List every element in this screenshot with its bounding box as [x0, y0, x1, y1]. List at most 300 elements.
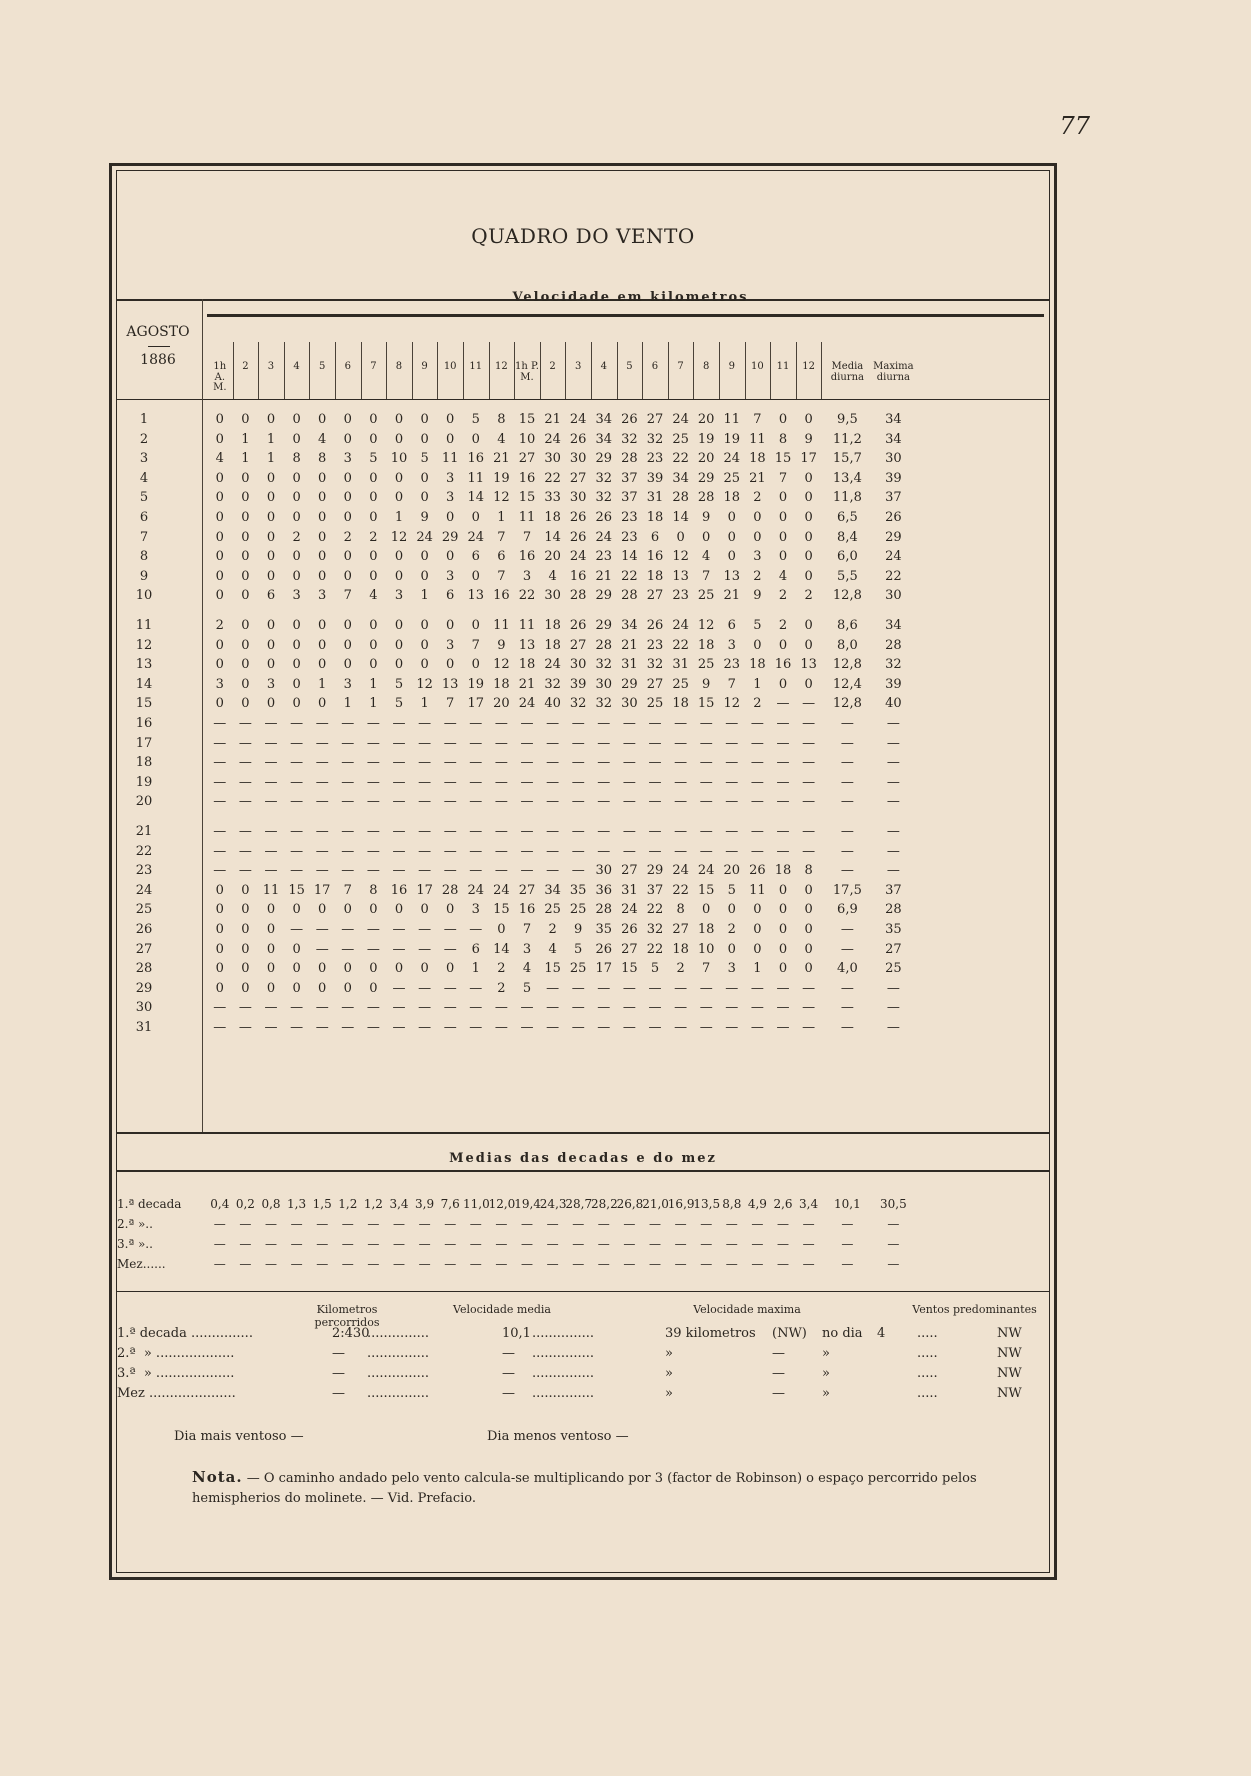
medias-title: Medias das decadas e do mez: [449, 1151, 717, 1166]
velocity-cell: 18: [774, 863, 792, 879]
maxima-diurna-cell: 34: [885, 618, 902, 633]
velocity-cell: —: [674, 980, 688, 996]
dots: ...............: [532, 1386, 594, 1401]
medias-cell: 1,5: [312, 1197, 332, 1211]
medias-cell: —: [444, 1217, 457, 1231]
velocity-cell: —: [443, 755, 457, 771]
velocity-cell: 23: [646, 451, 664, 467]
velocity-cell: 0: [420, 657, 429, 673]
velocity-cell: 8: [778, 431, 788, 447]
medias-maxima-cell: —: [887, 1257, 900, 1271]
velocity-cell: 23: [595, 549, 613, 565]
velocity-cell: 4: [522, 961, 532, 977]
velocity-cell: 0: [266, 529, 276, 545]
velocity-cell: —: [366, 843, 380, 859]
velocity-cell: 0: [753, 637, 762, 653]
media-diurna-cell: 17,5: [832, 882, 862, 898]
velocity-cell: 3: [318, 588, 327, 604]
media-diurna-cell: 12,8: [832, 588, 862, 604]
velocity-cell: 25: [544, 902, 561, 918]
velocity-cell: 22: [672, 637, 689, 653]
velocity-cell: 21: [749, 470, 766, 486]
velocity-cell: 26: [749, 863, 766, 879]
medias-cell: —: [597, 1257, 610, 1271]
velocity-cell: —: [264, 824, 278, 839]
velocity-cell: —: [725, 716, 739, 731]
velocity-cell: —: [443, 794, 457, 810]
velocity-cell: 7: [471, 637, 480, 653]
dots: ...............: [367, 1326, 429, 1341]
velocity-cell: 0: [241, 696, 250, 712]
velocity-cell: 0: [446, 549, 455, 565]
velocity-cell: —: [494, 774, 508, 790]
velocity-cell: —: [725, 794, 739, 810]
hour-header: 4: [600, 361, 607, 372]
velocity-cell: —: [418, 755, 432, 771]
maxima-diurna-cell: —: [886, 735, 900, 751]
velocity-cell: 27: [518, 451, 536, 467]
table-row: [112, 549, 1054, 569]
velocity-cell: 4: [778, 568, 788, 584]
table-row: [112, 775, 1054, 795]
velocity-cell: 0: [804, 470, 813, 486]
velocity-cell: 18: [544, 637, 561, 653]
velocity-cell: 1: [241, 451, 250, 467]
velocity-cell: 0: [753, 510, 762, 525]
velocity-cell: 0: [292, 431, 301, 447]
velocity-cell: —: [546, 843, 560, 859]
day-number: 25: [135, 902, 153, 918]
velocity-cell: —: [776, 755, 790, 771]
velocity-cell: 29: [646, 863, 664, 879]
table-row: [112, 922, 1054, 942]
velocity-cell: 0: [292, 676, 301, 692]
velocity-cell: —: [290, 824, 304, 839]
velocity-cell: 0: [292, 902, 301, 918]
velocity-cell: 0: [241, 922, 250, 937]
velocity-cell: —: [699, 1000, 713, 1016]
velocity-cell: 0: [292, 568, 301, 584]
velocity-cell: 3: [727, 637, 736, 653]
velocity-cell: 22: [672, 451, 689, 467]
velocity-cell: 5: [394, 696, 404, 712]
velocity-cell: 7: [778, 470, 788, 486]
velocity-cell: —: [366, 1000, 380, 1016]
medias-cell: —: [341, 1257, 354, 1271]
velocity-cell: 24: [467, 529, 485, 545]
km-value: —: [332, 1366, 345, 1381]
table-row: [112, 696, 1054, 716]
velocity-cell: —: [802, 774, 816, 790]
velocity-cell: 15: [544, 961, 561, 977]
velocity-cell: —: [469, 1020, 483, 1035]
velocity-cell: 2: [753, 490, 762, 506]
medias-cell: 3,4: [389, 1197, 409, 1211]
velocity-cell: 34: [595, 431, 613, 447]
velocity-cell: 5: [650, 961, 660, 977]
velocity-cell: 0: [215, 510, 224, 525]
velocity-cell: 0: [369, 412, 378, 427]
velocity-cell: —: [750, 755, 764, 771]
velocity-cell: 31: [672, 657, 689, 673]
velocity-cell: —: [802, 1020, 816, 1035]
hour-header: 8: [703, 361, 710, 372]
velocity-cell: 0: [292, 470, 301, 486]
velocity-cell: —: [520, 843, 534, 859]
velocity-cell: 0: [241, 470, 250, 486]
table-row: [112, 736, 1054, 756]
hour-header: 3: [267, 361, 275, 372]
velocity-cell: 0: [446, 510, 455, 525]
maxima-diurna-cell: —: [886, 774, 900, 790]
velocity-cell: —: [418, 922, 432, 937]
velocity-cell: —: [648, 980, 662, 996]
velocity-cell: 29: [595, 618, 613, 633]
maxima-diurna-cell: 34: [885, 431, 902, 447]
table-row: [112, 657, 1054, 677]
maxima-diurna-cell: 34: [885, 412, 902, 427]
velocity-cell: —: [494, 1000, 508, 1016]
velocity-cell: 0: [215, 980, 224, 996]
medias-cell: —: [700, 1257, 713, 1271]
velocity-cell: —: [520, 794, 534, 810]
velocity-cell: —: [290, 922, 304, 937]
velocity-cell: —: [622, 735, 636, 751]
velocity-cell: —: [699, 794, 713, 810]
velocity-cell: 26: [595, 510, 613, 525]
velocity-cell: —: [469, 735, 483, 751]
velocity-cell: —: [725, 774, 739, 790]
velocity-cell: 5: [369, 451, 378, 467]
media-diurna-cell: 13,4: [832, 470, 862, 486]
velocity-cell: 0: [343, 431, 352, 447]
velocity-cell: —: [366, 716, 380, 731]
velocity-cell: —: [776, 1020, 790, 1035]
velocity-cell: 0: [343, 470, 352, 486]
medias-cell: 24,3: [539, 1197, 567, 1211]
velocity-cell: —: [699, 1020, 713, 1035]
velocity-cell: 0: [778, 676, 788, 692]
velocity-cell: —: [725, 1020, 739, 1035]
velocity-cell: —: [546, 774, 560, 790]
velocity-cell: 18: [646, 568, 664, 584]
velocity-cell: —: [443, 824, 457, 839]
velocity-cell: 5: [394, 676, 404, 692]
velocity-cell: 15: [518, 412, 536, 427]
medias-cell: —: [444, 1257, 457, 1271]
velocity-cell: —: [571, 735, 585, 751]
velocity-cell: 0: [292, 549, 301, 565]
velocity-cell: —: [725, 735, 739, 751]
day-number: 2: [139, 431, 149, 447]
medias-media-cell: —: [841, 1237, 854, 1251]
velocity-cell: 26: [569, 529, 587, 545]
velocity-cell: 10: [390, 451, 408, 467]
dia-mais-ventoso: Dia mais ventoso —: [174, 1429, 304, 1444]
medias-cell: —: [520, 1237, 533, 1251]
velocity-cell: —: [546, 824, 560, 839]
velocity-cell: 16: [390, 882, 408, 898]
velocity-cell: —: [315, 755, 329, 771]
velocity-cell: 0: [215, 470, 224, 486]
velocity-cell: 31: [646, 490, 664, 506]
maxima-diurna-header: Maxima diurna: [873, 361, 914, 383]
velocity-cell: —: [520, 1020, 534, 1035]
velocity-cell: 0: [292, 412, 301, 427]
velocity-cell: 11: [749, 882, 766, 898]
velocity-cell: 37: [621, 490, 638, 506]
velocity-cell: 6: [446, 588, 455, 604]
day-number: 14: [135, 676, 153, 692]
maxima-diurna-cell: 30: [885, 451, 902, 467]
velocity-cell: —: [264, 863, 278, 879]
velocity-cell: —: [776, 1000, 790, 1016]
vento-value: NW: [997, 1366, 1022, 1381]
velocity-cell: 0: [215, 637, 224, 653]
velocity-cell: 1: [420, 588, 429, 604]
vm-value: —: [502, 1346, 515, 1361]
velocity-cell: 0: [241, 510, 250, 525]
velocity-cell: 0: [804, 568, 813, 584]
velocity-cell: —: [418, 1000, 432, 1016]
velocity-cell: 18: [544, 618, 561, 633]
day-number: 28: [135, 961, 153, 977]
velocity-cell: —: [418, 941, 432, 957]
velocity-cell: 16: [518, 549, 536, 565]
velocity-cell: 9: [702, 676, 711, 692]
column-rule: [821, 342, 822, 399]
velocity-cell: 15: [697, 696, 715, 712]
velocity-cell: 0: [215, 588, 224, 604]
velocity-cell: 0: [215, 549, 224, 565]
velocity-cell: 6: [650, 529, 660, 545]
velocity-cell: —: [802, 735, 816, 751]
velocity-cell: —: [238, 774, 252, 790]
medias-cell: —: [802, 1217, 815, 1231]
velocity-cell: 0: [471, 510, 480, 525]
velocity-cell: 2: [548, 922, 557, 937]
velocity-cell: 8: [676, 902, 685, 918]
velocity-cell: —: [597, 735, 611, 751]
day-number: 30: [135, 1000, 153, 1016]
media-diurna-cell: —: [840, 922, 854, 937]
velocity-cell: 28: [569, 588, 587, 604]
velocity-cell: 24: [416, 529, 433, 545]
velocity-cell: —: [315, 716, 329, 731]
velocity-cell: —: [315, 922, 329, 937]
velocity-cell: 25: [569, 902, 587, 918]
velocity-cell: 0: [804, 490, 813, 506]
velocity-cell: —: [699, 843, 713, 859]
vmax-no-dia: no dia: [822, 1326, 863, 1341]
medias-cell: —: [469, 1217, 482, 1231]
media-diurna-cell: 6,9: [837, 902, 858, 918]
velocity-cell: 35: [595, 922, 613, 937]
velocity-cell: —: [264, 794, 278, 810]
velocity-cell: —: [546, 1020, 560, 1035]
velocity-cell: 0: [241, 961, 250, 977]
velocity-cell: 12: [493, 490, 510, 506]
velocity-cell: —: [392, 716, 406, 731]
dots: .....: [917, 1366, 938, 1381]
velocity-cell: 6: [471, 549, 480, 565]
table-row: [112, 569, 1054, 589]
velocity-cell: —: [725, 980, 739, 996]
summary-label: 3.ª » ...................: [117, 1366, 235, 1381]
velocity-cell: 0: [394, 961, 404, 977]
maxima-diurna-cell: 35: [885, 922, 902, 937]
medias-cell: —: [623, 1257, 636, 1271]
velocity-cell: —: [443, 716, 457, 731]
velocity-cell: 1: [420, 696, 429, 712]
velocity-cell: 24: [493, 882, 510, 898]
table-row: [112, 530, 1054, 550]
media-diurna-cell: —: [840, 1000, 854, 1016]
velocity-cell: —: [494, 843, 508, 859]
hour-header: 9: [728, 361, 735, 372]
velocity-cell: 9: [420, 510, 429, 525]
maxima-diurna-cell: 37: [885, 490, 902, 506]
velocity-cell: —: [571, 824, 585, 839]
velocity-cell: —: [494, 863, 508, 879]
velocity-cell: —: [546, 980, 560, 996]
velocity-cell: 10: [518, 431, 536, 447]
velocity-cell: 32: [646, 657, 664, 673]
velocity-cell: 24: [569, 549, 587, 565]
media-diurna-cell: —: [840, 941, 854, 957]
velocity-cell: —: [597, 980, 611, 996]
hour-header: 1h P. M.: [515, 361, 539, 383]
velocity-cell: 8: [292, 451, 301, 467]
velocity-cell: —: [622, 1000, 636, 1016]
velocity-cell: 0: [804, 882, 813, 898]
velocity-cell: 0: [446, 412, 455, 427]
velocity-cell: 8: [804, 863, 813, 879]
medias-rule: [116, 1170, 1050, 1172]
velocity-cell: —: [520, 863, 534, 879]
velocity-cell: 32: [595, 657, 613, 673]
velocity-cell: 0: [420, 618, 429, 633]
velocity-cell: 32: [646, 922, 664, 937]
velocity-cell: 0: [778, 961, 788, 977]
velocity-cell: —: [546, 863, 560, 879]
velocity-cell: —: [546, 1000, 560, 1016]
media-diurna-cell: —: [840, 980, 854, 996]
velocity-cell: 0: [343, 490, 352, 506]
medias-cell: —: [444, 1237, 457, 1251]
velocity-header: Velocidade em kilometros: [512, 290, 749, 305]
velocity-cell: —: [238, 735, 252, 751]
medias-cell: —: [623, 1217, 636, 1231]
velocity-cell: 12: [493, 657, 510, 673]
velocity-cell: 0: [318, 529, 327, 545]
velocity-cell: —: [571, 755, 585, 771]
nota-label: Nota.: [192, 1468, 243, 1486]
velocity-cell: 0: [318, 490, 327, 506]
velocity-cell: 15: [697, 882, 715, 898]
velocity-cell: 35: [569, 882, 587, 898]
velocity-cell: 0: [215, 941, 224, 957]
velocity-cell: —: [469, 863, 483, 879]
velocity-cell: 0: [292, 941, 301, 957]
velocity-cell: 0: [702, 902, 711, 918]
velocity-cell: 1: [343, 696, 352, 712]
velocity-cell: —: [597, 755, 611, 771]
velocity-cell: —: [469, 824, 483, 839]
velocity-cell: 0: [266, 549, 276, 565]
velocity-cell: —: [341, 794, 355, 810]
velocity-cell: 1: [318, 676, 327, 692]
velocity-cell: 0: [266, 618, 276, 633]
medias-media-cell: —: [841, 1217, 854, 1231]
vmax-value: »: [665, 1346, 673, 1361]
velocity-cell: —: [674, 755, 688, 771]
day-number: 21: [135, 824, 153, 839]
velocity-cell: —: [622, 774, 636, 790]
velocity-cell: 0: [778, 412, 788, 427]
velocity-cell: —: [418, 843, 432, 859]
velocity-cell: —: [546, 716, 560, 731]
velocity-cell: —: [674, 794, 688, 810]
velocity-cell: 17: [595, 961, 613, 977]
velocity-cell: 17: [800, 451, 817, 467]
velocity-cell: 0: [753, 941, 762, 957]
medias-maxima-cell: —: [887, 1217, 900, 1231]
velocity-cell: 11: [749, 431, 766, 447]
velocity-cell: 0: [215, 490, 224, 506]
velocity-cell: 22: [621, 568, 638, 584]
velocity-cell: —: [366, 941, 380, 957]
velocity-cell: 4: [548, 941, 557, 957]
ventos-header: Ventos predominantes: [912, 1303, 1037, 1316]
table-row: [112, 794, 1054, 814]
velocity-cell: 0: [292, 637, 301, 653]
medias-cell: —: [700, 1237, 713, 1251]
velocity-cell: 0: [394, 431, 404, 447]
velocity-cell: 34: [595, 412, 613, 427]
velocity-cell: 11: [467, 470, 485, 486]
velocity-cell: 4: [318, 431, 327, 447]
velocity-cell: —: [494, 1020, 508, 1035]
velocity-cell: 3: [522, 568, 532, 584]
velocity-cell: 1: [394, 510, 404, 525]
velocity-cell: 0: [266, 568, 276, 584]
maxima-diurna-cell: —: [886, 980, 900, 996]
maxima-diurna-cell: 22: [885, 568, 902, 584]
velocity-cell: 0: [471, 568, 480, 584]
velocity-cell: 0: [778, 941, 788, 957]
media-diurna-cell: —: [840, 755, 854, 771]
velocity-cell: —: [648, 774, 662, 790]
velocity-cell: 0: [318, 980, 327, 996]
velocity-cell: 29: [697, 470, 715, 486]
table-row: [112, 510, 1054, 530]
summary-row: [117, 1386, 1054, 1406]
velocity-cell: 16: [493, 588, 510, 604]
velocity-cell: 0: [266, 657, 276, 673]
velocity-cell: 0: [266, 490, 276, 506]
medias-cell: —: [648, 1217, 661, 1231]
medias-row-label: 1.ª decada: [117, 1197, 182, 1211]
velocity-cell: —: [494, 735, 508, 751]
vm-value: —: [502, 1386, 515, 1401]
day-number: 20: [135, 794, 153, 810]
velocity-cell: 13: [467, 588, 485, 604]
vmax-direction: (NW): [772, 1326, 807, 1341]
velocity-cell: 0: [266, 922, 276, 937]
velocity-cell: 7: [522, 529, 532, 545]
medias-cell: —: [802, 1257, 815, 1271]
